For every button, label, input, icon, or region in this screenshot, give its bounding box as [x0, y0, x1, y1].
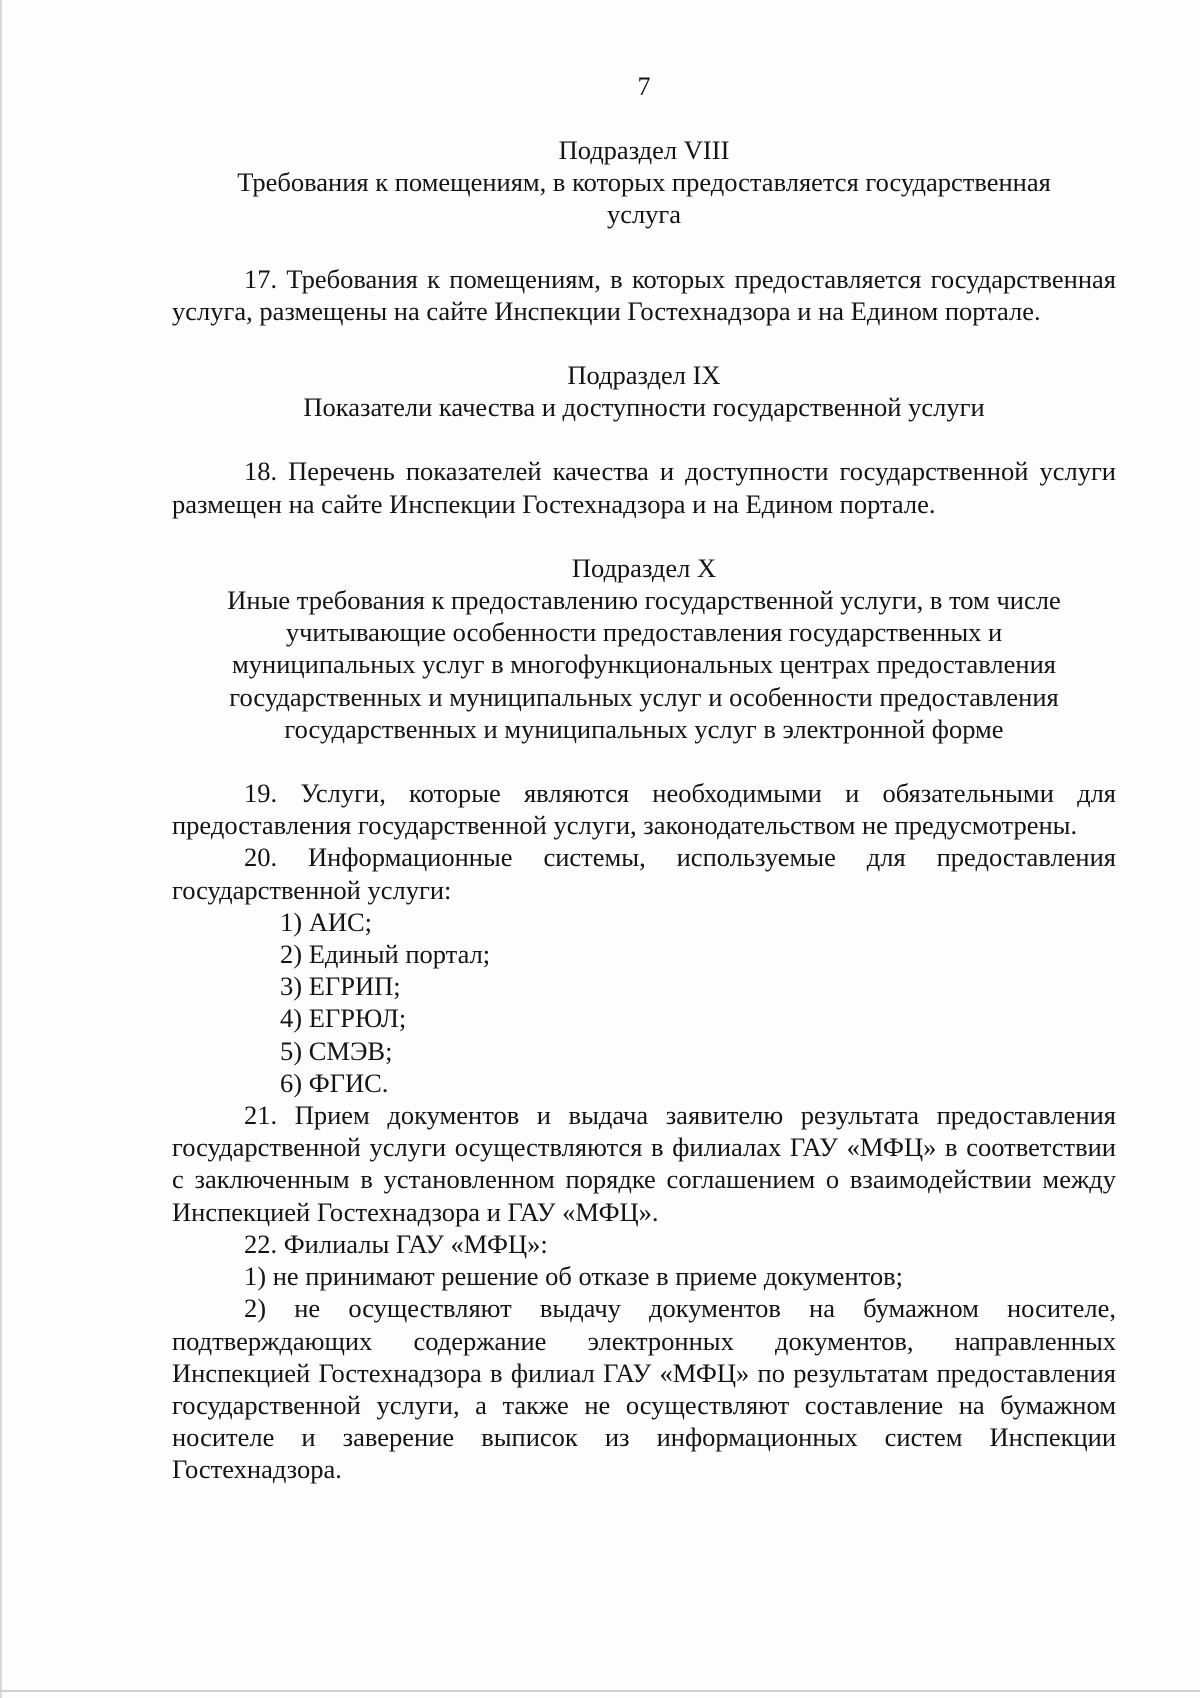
paragraph-22-item-1: 1) не принимают решение об отказе в приеме документов; [244, 1261, 903, 1292]
scan-edge-bottom [0, 1690, 1200, 1692]
paragraph-22-item-2: 2) не осуществляют выдачу документов на бумажном носителе, подтверждающих содержание электронных документов, направленных Инспекцией Гостехнадзора в филиал ГАУ «МФЦ» по результатам предоставления государственной услуги, а также не осуществляют составление на бумажном носителе и заверение выписок из информационных систем Инспекции Гостехнадзора. [172, 1293, 1116, 1485]
subsection-8-subtitle-line-1: Требования к помещениям, в которых предоставляется государственная [237, 167, 1051, 198]
subsection-10-subtitle-line-5: государственных и муниципальных услуг в электронной форме [284, 713, 1004, 744]
list-item: 2) Единый портал; [280, 939, 491, 970]
paragraph-22: 22. Филиалы ГАУ «МФЦ»: [244, 1228, 548, 1259]
list-item: 6) ФГИС. [280, 1067, 389, 1098]
subsection-10-subtitle-line-3: муниципальных услуг в многофункциональных центрах предоставления [232, 649, 1056, 680]
paragraph-18: 18. Перечень показателей качества и доступности государственной услуги размещен на сайте Инспекции Гостехнадзора и на Едином портале. [172, 456, 1116, 519]
subsection-10-title: Подраздел X [571, 552, 717, 583]
information-systems-list [172, 906, 1116, 1099]
paragraph-21: 21. Прием документов и выдача заявителю результата предоставления государственной услуги осуществляются в филиалах ГАУ «МФЦ» в соответствии с заключенным в установленном порядке соглашением о взаимодействии между Инспекцией Гостехнадзора и ГАУ «МФЦ». [172, 1100, 1116, 1227]
subsection-9-title: Подраздел IX [567, 360, 721, 391]
subsection-10-subtitle-line-1: Иные требования к предоставлению государственной услуги, в том числе [227, 585, 1061, 616]
subsection-9-subtitle: Показатели качества и доступности государственной услуги [303, 392, 985, 423]
subsection-10-subtitle-line-2: учитывающие особенности предоставления государственных и [285, 617, 1003, 648]
list-item: 3) ЕГРИП; [280, 971, 401, 1002]
paragraph-19: 19. Услуги, которые являются необходимыми и обязательными для предоставления государственной услуги, законодательством не предусмотрены. [172, 778, 1116, 841]
list-item: 5) СМЭВ; [280, 1035, 393, 1066]
subsection-10-heading [172, 552, 1116, 745]
list-item: 1) АИС; [280, 906, 373, 937]
subsection-8-title: Подраздел VIII [558, 135, 730, 165]
scan-edge-left [0, 0, 2, 1698]
subsection-8-heading [172, 134, 1116, 231]
paragraph-17: 17. Требования к помещениям, в которых предоставляется государственная услуга, размещены на сайте Инспекции Гостехнадзора и на Едином портале. [172, 263, 1116, 326]
paragraph-20: 20. Информационные системы, используемые для предоставления государственной услуги: [172, 842, 1116, 905]
document-body [172, 134, 1116, 1486]
page-number: 7 [637, 72, 651, 101]
subsection-8-subtitle-line-2: услуга [606, 199, 682, 230]
list-item: 4) ЕГРЮЛ; [280, 1003, 407, 1034]
subsection-9-heading [172, 359, 1116, 423]
subsection-10-subtitle-line-4: государственных и муниципальных услуг и особенности предоставления [229, 681, 1059, 712]
